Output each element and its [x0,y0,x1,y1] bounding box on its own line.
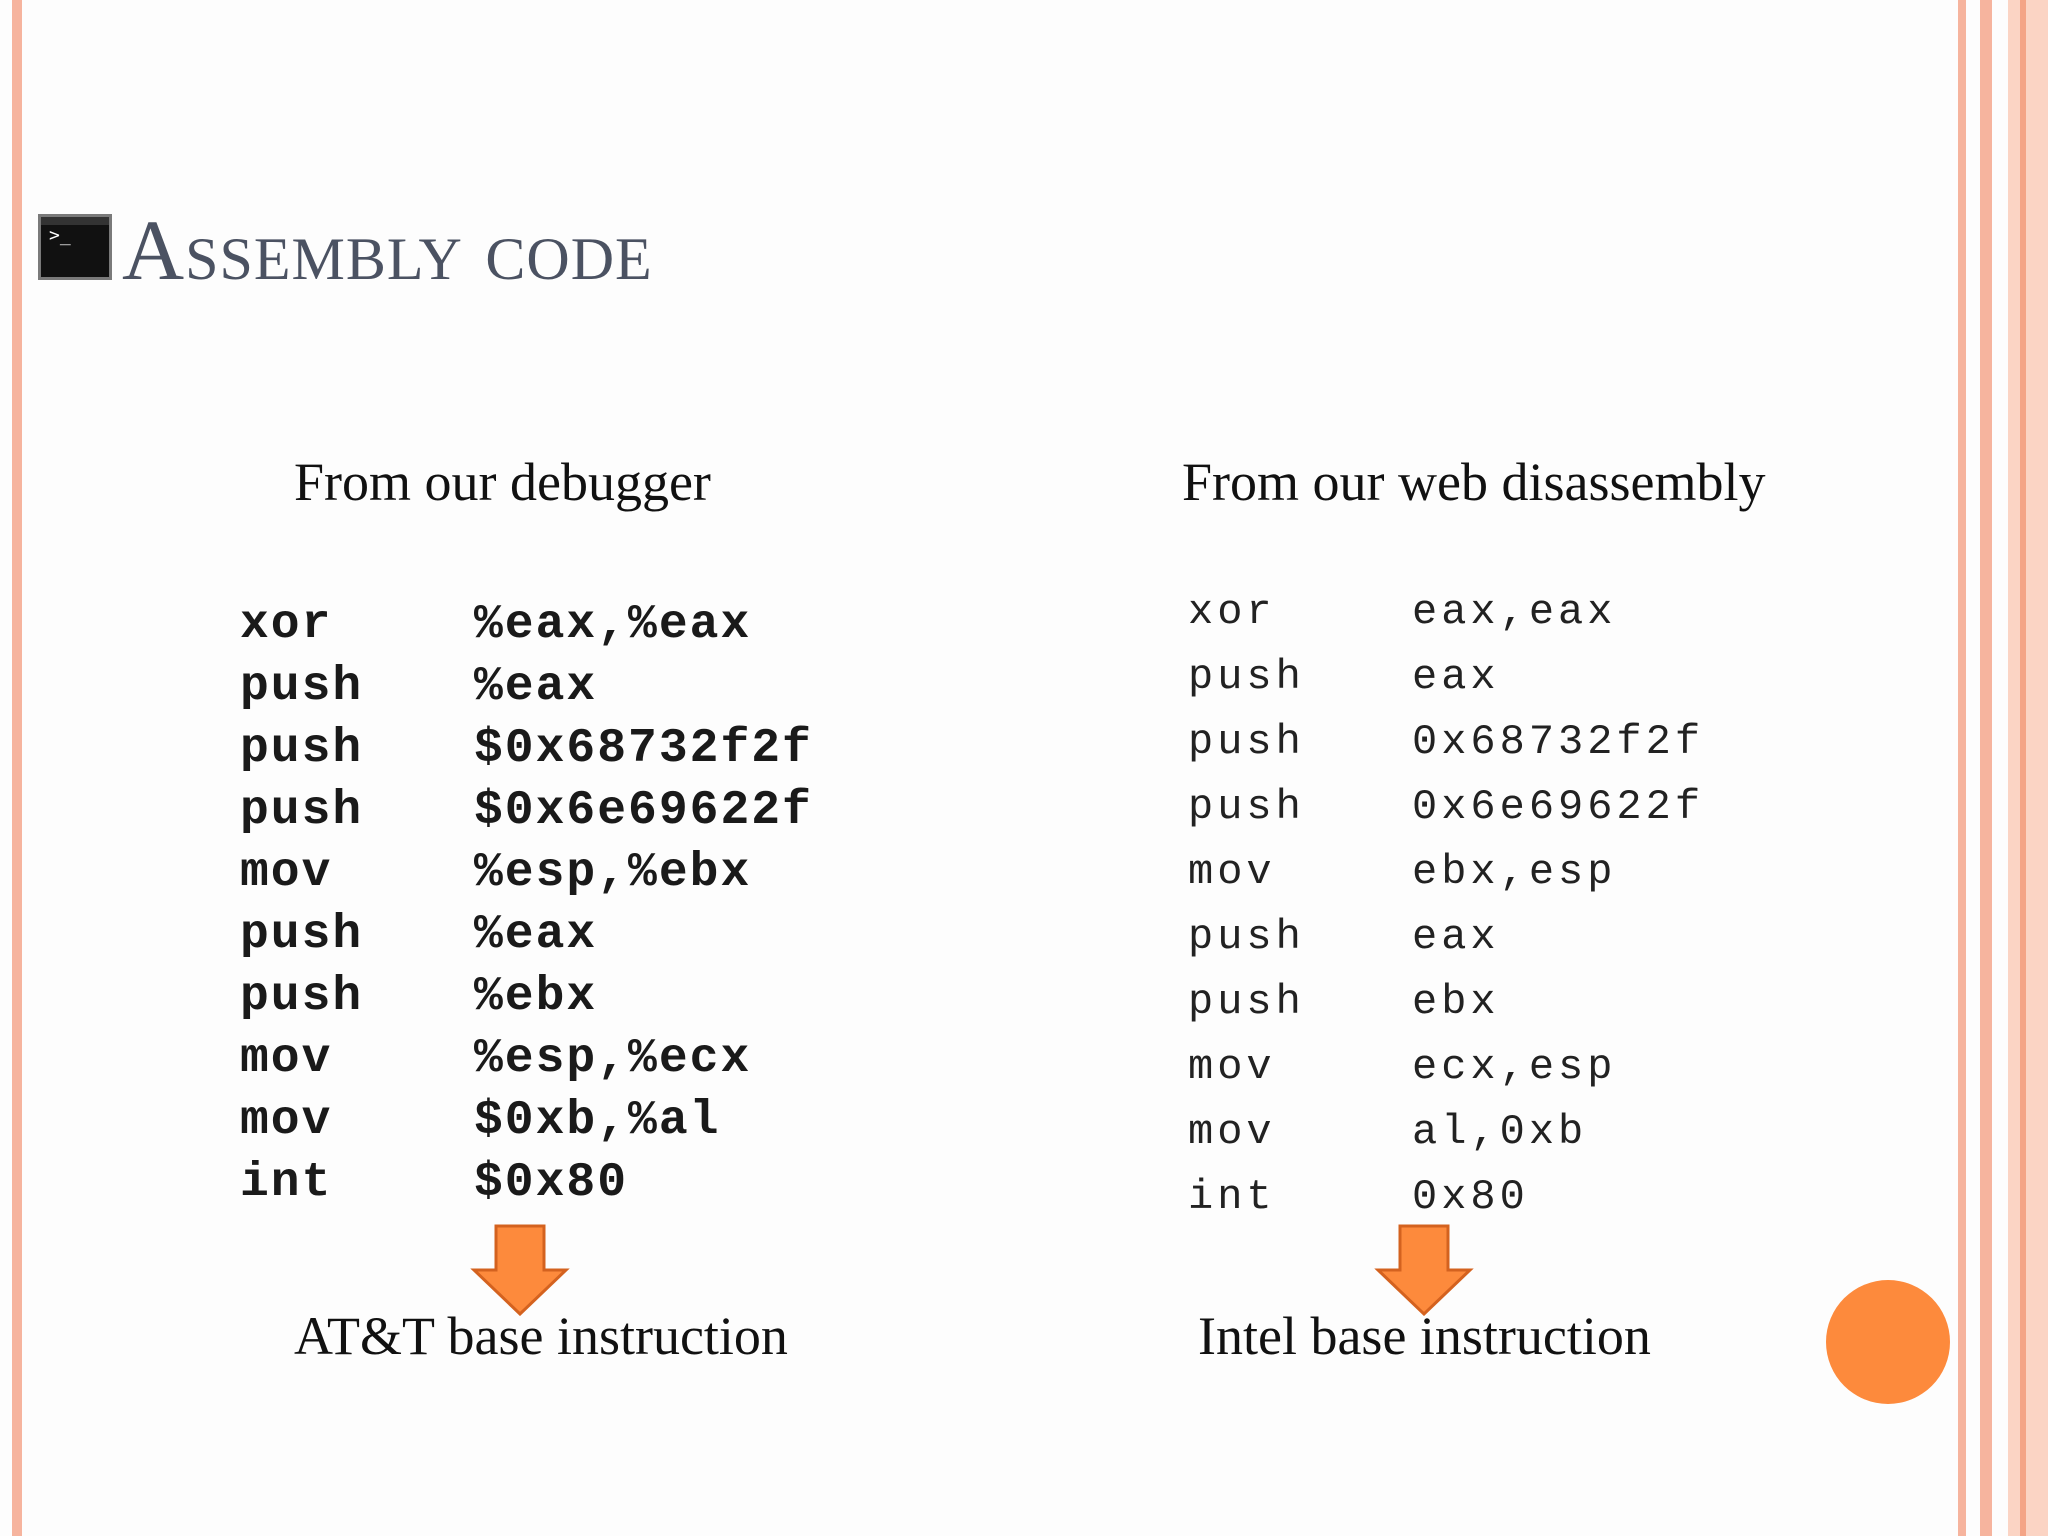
code-opcode: push [240,722,364,776]
right-border-band [2008,0,2048,1536]
right-heading: From our web disassembly [1182,452,1766,512]
left-border [12,0,22,1536]
code-operands: $0xb,%al [474,1094,721,1148]
code-opcode: mov [240,1032,333,1086]
code-opcode: push [240,784,364,838]
code-operands: ebx [1412,978,1500,1026]
code-opcode: mov [240,846,333,900]
code-operands: $0x68732f2f [474,722,813,776]
code-opcode: int [240,1156,333,1210]
code-operands: %eax,%eax [474,598,752,652]
code-operands: %eax [474,660,598,714]
code-operands: 0x68732f2f [1412,718,1705,766]
code-opcode: xor [240,598,333,652]
code-operands: %esp,%ecx [474,1032,752,1086]
right-border-line [1958,0,1966,1536]
slide-title: Assembly code [122,202,653,298]
code-opcode: push [1188,783,1305,831]
terminal-icon [38,214,112,280]
code-operands: %eax [474,908,598,962]
intel-caption: Intel base instruction [1198,1306,1651,1366]
code-operands: ebx,esp [1412,848,1617,896]
code-opcode: int [1188,1173,1276,1221]
down-arrow-icon [1374,1224,1474,1316]
code-opcode: mov [240,1094,333,1148]
code-opcode: xor [1188,588,1276,636]
code-opcode: push [240,970,364,1024]
code-operands: $0x80 [474,1156,629,1210]
code-opcode: mov [1188,1108,1276,1156]
right-border-line [2020,0,2026,1536]
code-operands: %esp,%ebx [474,846,752,900]
intel-code-block [1188,588,1768,1228]
orange-circle [1826,1280,1950,1404]
code-opcode: mov [1188,848,1276,896]
code-operands: eax [1412,653,1500,701]
terminal-prompt: >_ [49,225,71,246]
code-operands: al,0xb [1412,1108,1588,1156]
att-caption: AT&T base instruction [294,1306,788,1366]
code-opcode: mov [1188,1043,1276,1091]
code-operands: 0x80 [1412,1173,1529,1221]
down-arrow-icon [470,1224,570,1316]
code-operands: $0x6e69622f [474,784,813,838]
code-operands: %ebx [474,970,598,1024]
left-heading: From our debugger [294,452,711,512]
code-operands: 0x6e69622f [1412,783,1705,831]
code-opcode: push [1188,718,1305,766]
code-opcode: push [1188,653,1305,701]
code-opcode: push [240,908,364,962]
code-opcode: push [1188,978,1305,1026]
code-operands: ecx,esp [1412,1043,1617,1091]
code-operands: eax [1412,913,1500,961]
code-operands: eax,eax [1412,588,1617,636]
right-border-line [1980,0,1992,1536]
code-opcode: push [240,660,364,714]
code-opcode: push [1188,913,1305,961]
att-code-block [240,598,860,1218]
